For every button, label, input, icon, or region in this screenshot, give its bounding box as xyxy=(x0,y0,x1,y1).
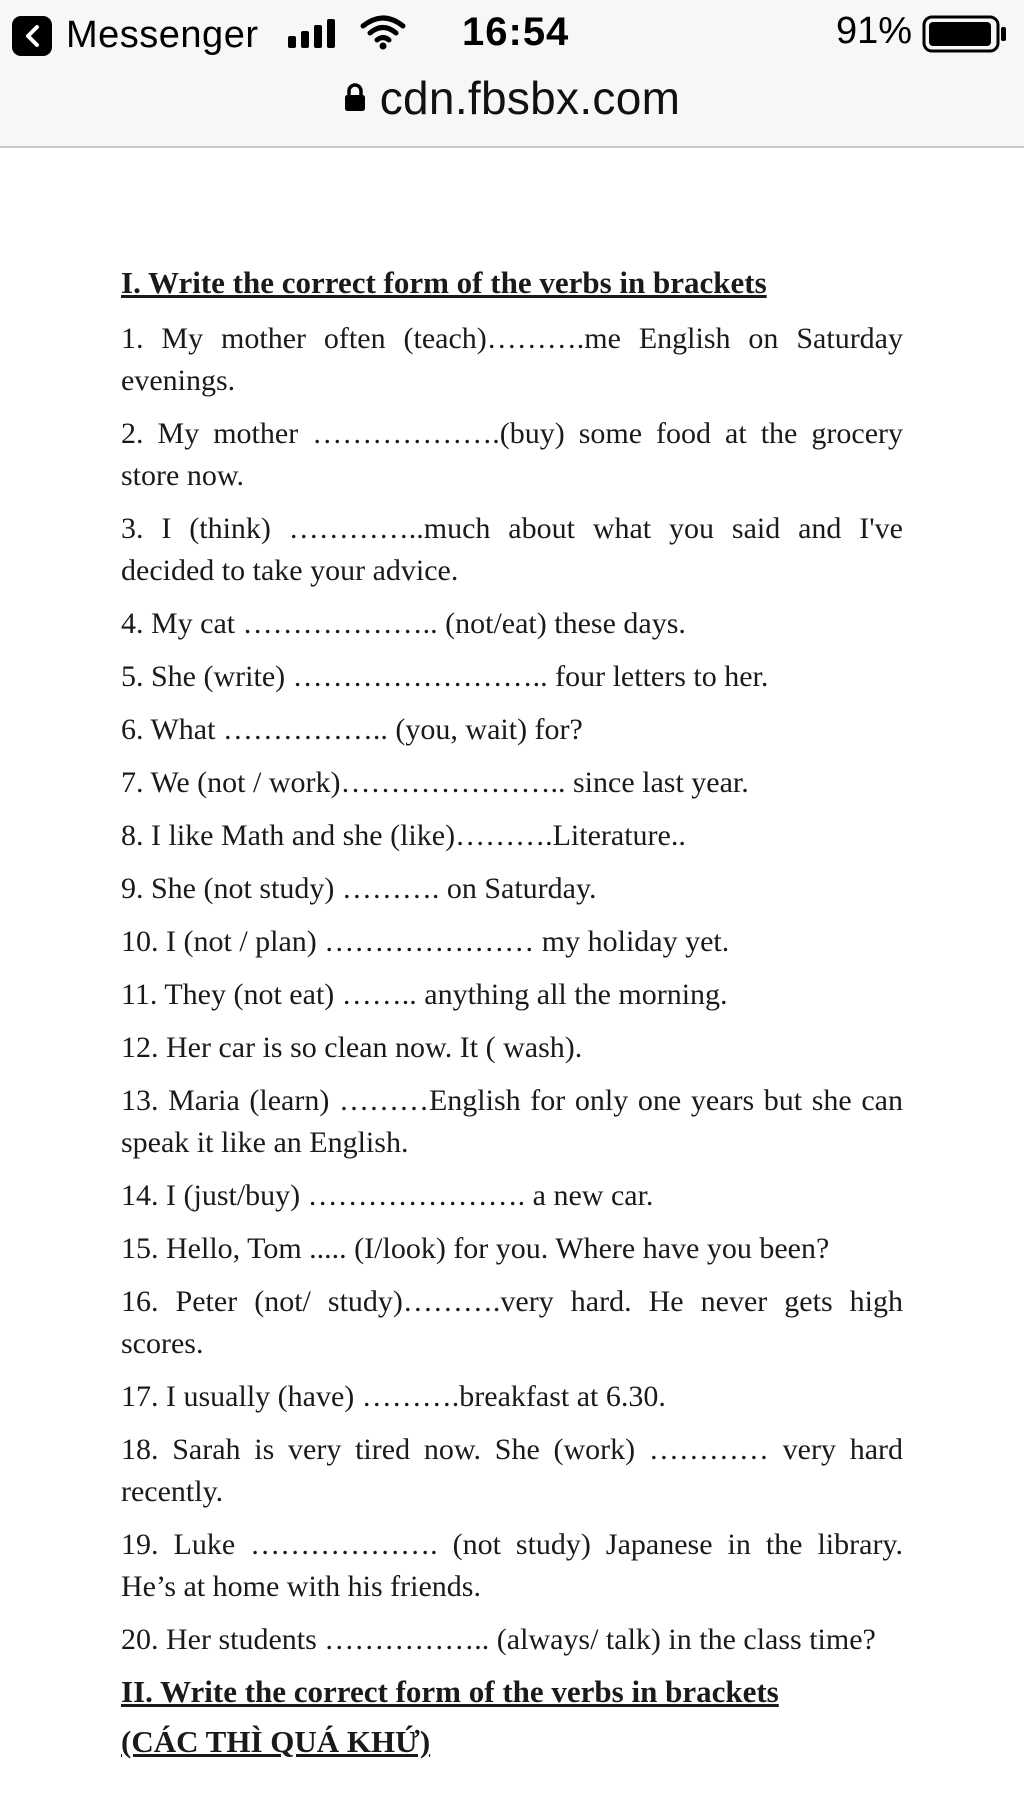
exercise-item-18: 18. Sarah is very tired now. She (work) ………… very hard recently. xyxy=(121,1433,903,1508)
exercise-item-14: 14. I (just/buy) …………………. a new car. xyxy=(121,1179,654,1212)
lock-icon xyxy=(344,82,366,117)
exercise-item-4: 4. My cat ……………….. (not/eat) these days. xyxy=(121,607,686,640)
exercise-item-2: 2. My mother ……………….(buy) some food at the grocery store now. xyxy=(121,417,903,492)
battery-percentage: 91% xyxy=(836,10,913,52)
browser-top-bar xyxy=(0,0,1024,148)
exercise-item-6: 6. What …………….. (you, wait) for? xyxy=(121,713,583,746)
exercise-item-7: 7. We (not / work)………………….. since last year. xyxy=(121,766,749,799)
section-2-title: II. Write the correct form of the verbs in brackets xyxy=(121,1674,779,1709)
battery-icon xyxy=(922,14,1008,59)
signal-icon xyxy=(288,18,335,48)
url-text: cdn.fbsbx.com xyxy=(379,72,681,124)
section-2-subtitle: (CÁC THÌ QUÁ KHỨ) xyxy=(121,1724,431,1759)
section-1-title: I. Write the correct form of the verbs in brackets xyxy=(121,265,767,300)
exercise-item-13: 13. Maria (learn) ………English for only one years but she can speak it like an English. xyxy=(121,1084,903,1159)
worksheet-document xyxy=(121,262,903,1762)
status-bar xyxy=(0,0,1024,66)
address-bar[interactable] xyxy=(0,68,1024,128)
exercise-item-1: 1. My mother often (teach)……….me English on Saturday evenings. xyxy=(121,322,903,397)
wifi-icon xyxy=(360,14,406,55)
exercise-item-10: 10. I (not / plan) ………………… my holiday yet. xyxy=(121,925,730,958)
back-to-app-button[interactable] xyxy=(12,14,258,57)
back-app-label: Messenger xyxy=(66,14,259,56)
exercise-item-20: 20. Her students …………….. (always/ talk) in the class time? xyxy=(121,1623,876,1656)
exercise-item-15: 15. Hello, Tom ..... (I/look) for you. Where have you been? xyxy=(121,1232,830,1265)
back-arrow-icon xyxy=(12,16,52,56)
exercise-item-17: 17. I usually (have) ……….breakfast at 6.30. xyxy=(121,1380,666,1413)
exercise-item-8: 8. I like Math and she (like)……….Literature.. xyxy=(121,819,686,852)
exercise-item-5: 5. She (write) …………………….. four letters to her. xyxy=(121,660,769,693)
exercise-item-16: 16. Peter (not/ study)……….very hard. He never gets high scores. xyxy=(121,1285,903,1360)
exercise-item-12: 12. Her car is so clean now. It ( wash). xyxy=(121,1031,583,1064)
exercise-item-3: 3. I (think) …………..much about what you said and I've decided to take your advice. xyxy=(121,512,903,587)
exercise-item-9: 9. She (not study) ………. on Saturday. xyxy=(121,872,597,905)
status-time: 16:54 xyxy=(462,10,570,54)
exercise-item-11: 11. They (not eat) …….. anything all the morning. xyxy=(121,978,728,1011)
exercise-item-19: 19. Luke ………………. (not study) Japanese in the library. He’s at home with his friends. xyxy=(121,1528,903,1603)
